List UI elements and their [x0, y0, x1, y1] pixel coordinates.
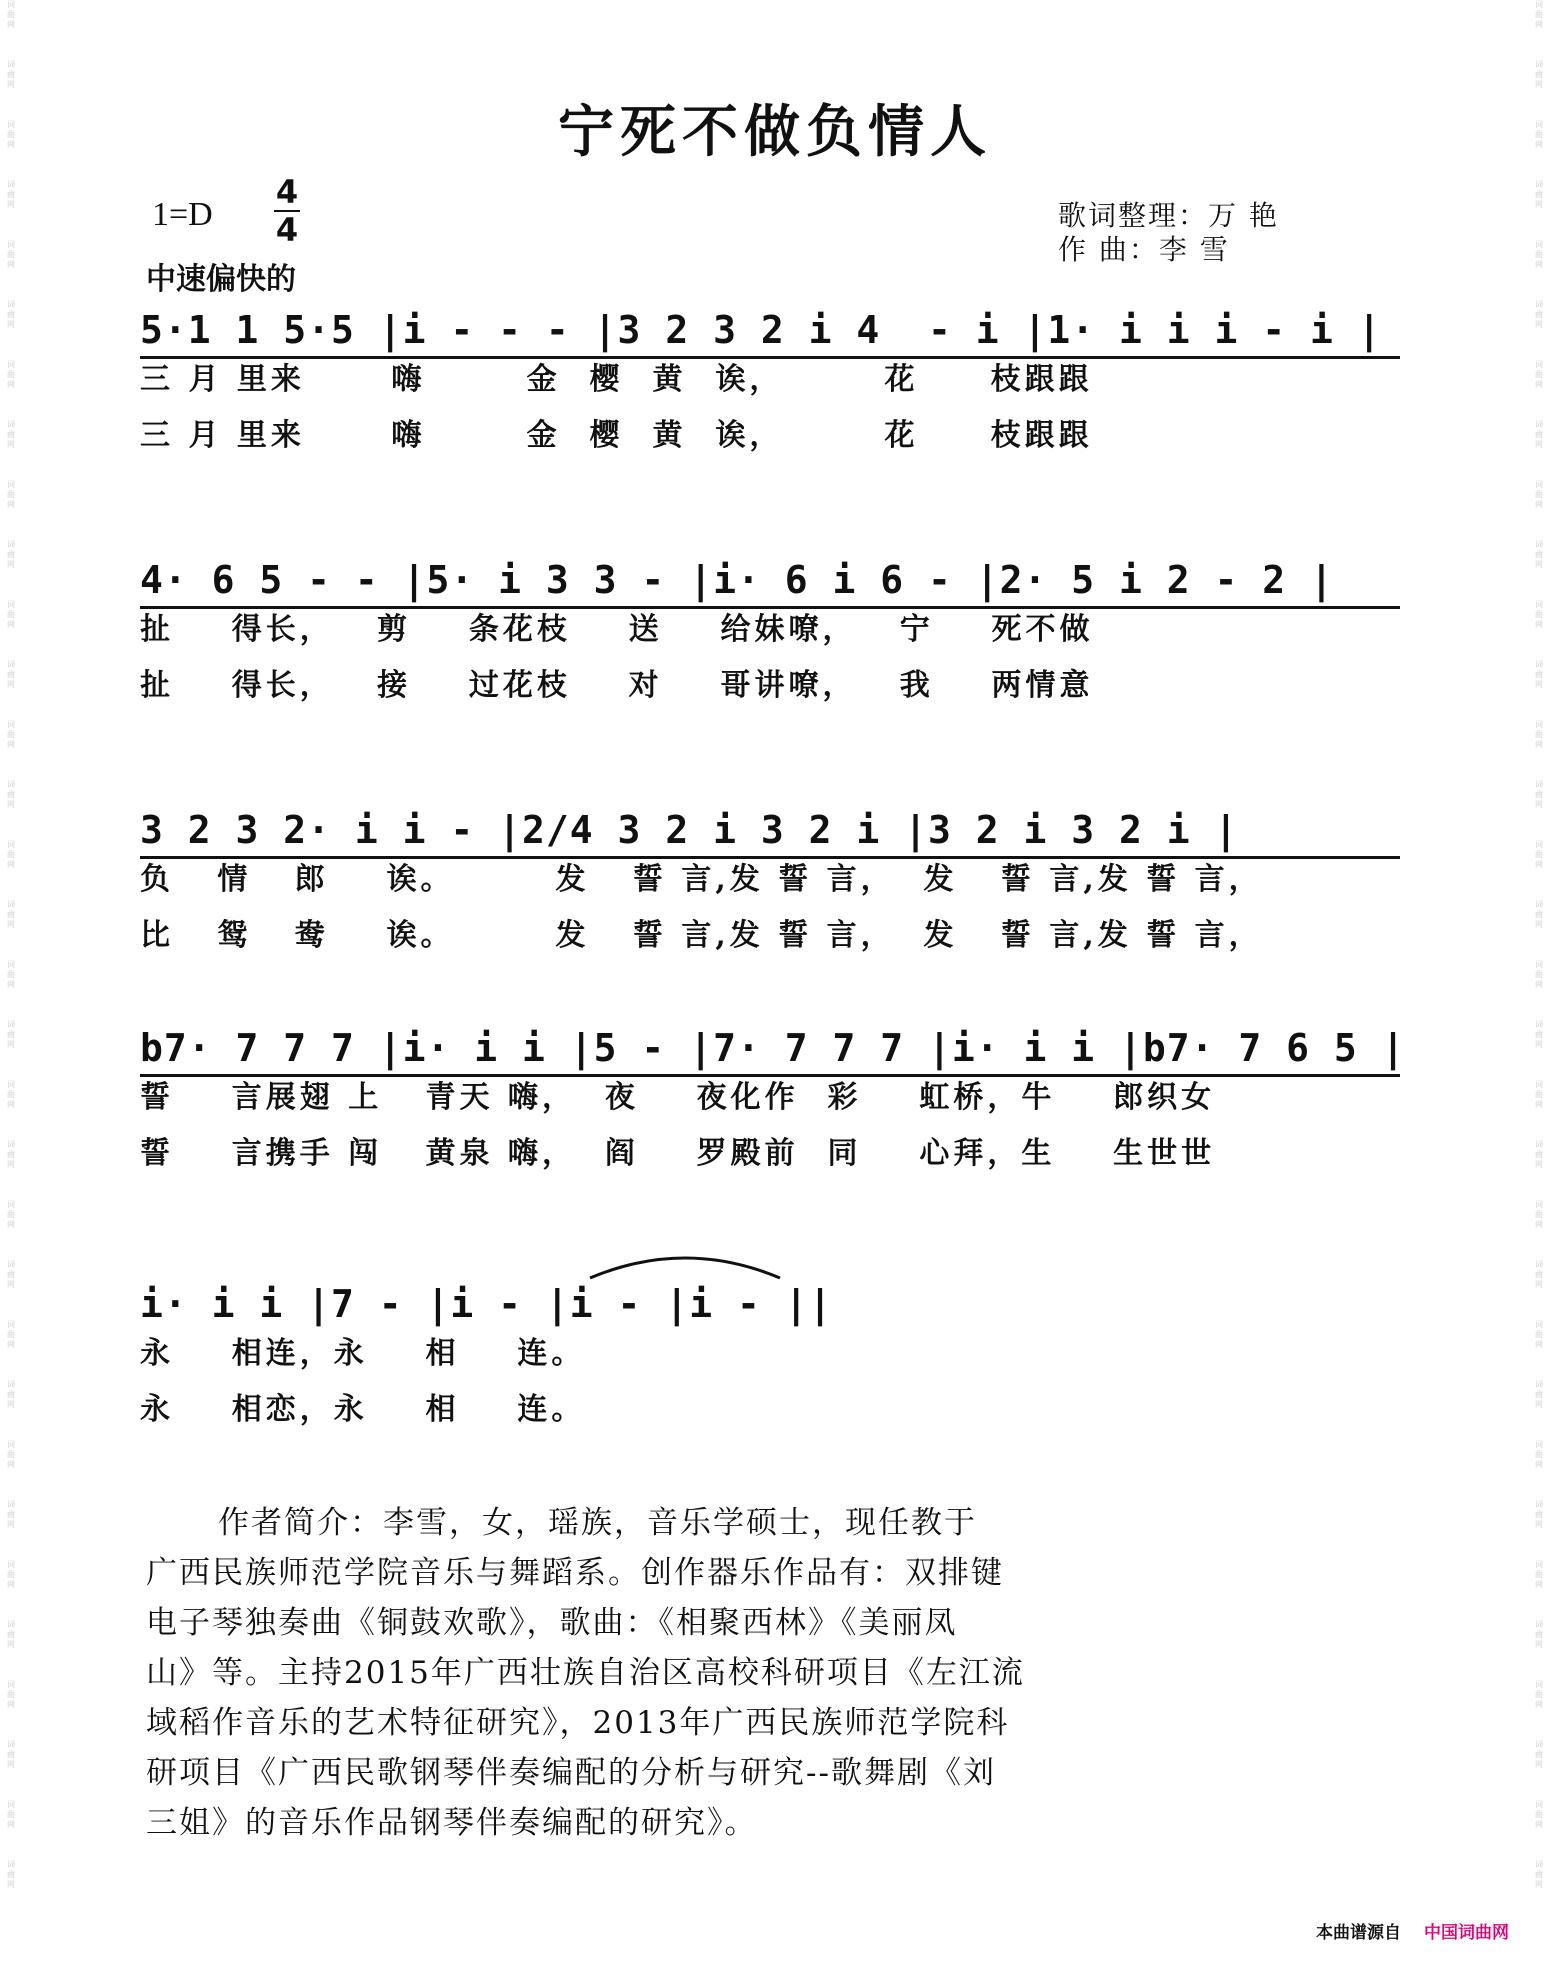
bio-line: 域稻作音乐的艺术特征研究》，2013年广西民族师范学院科	[146, 1705, 1010, 1741]
tempo-marking: 中速偏快的	[146, 262, 296, 297]
footer-source-label: 本曲谱源自	[1316, 1923, 1401, 1943]
footer-site-link[interactable]: 中国词曲网	[1424, 1923, 1509, 1943]
watermark-mark: 词 曲 网	[1535, 1260, 1543, 1289]
watermark-mark: 词 曲 网	[7, 660, 15, 689]
watermark-mark: 词 曲 网	[7, 300, 15, 329]
watermark-mark: 词 曲 网	[7, 780, 15, 809]
watermark-mark: 词 曲 网	[1535, 1380, 1543, 1409]
watermark-mark: 词 曲 网	[1535, 300, 1543, 329]
author-bio	[146, 1498, 1036, 1848]
watermark-mark: 词 曲 网	[1535, 660, 1543, 689]
time-numerator: 4	[275, 173, 299, 211]
watermark-strip-right	[1528, 0, 1550, 1964]
lyric-verse-2: 三 月 里来 嗨 金 樱 黄 诶， 花 枝跟跟	[140, 418, 1093, 453]
watermark-mark: 词 曲 网	[1535, 360, 1543, 389]
watermark-mark: 词 曲 网	[7, 1800, 15, 1829]
notation-line: 3 2 3 2· i i - |2/4 3 2 i 3 2 i |3 2 i 3 2 i |	[140, 808, 1239, 852]
watermark-mark: 词 曲 网	[7, 1740, 15, 1769]
notation-line: b7· 7 7 7 |i· i i |5 - |7· 7 7 7 |i· i i |b7· 7 6 5 |	[140, 1026, 1406, 1070]
lyric-verse-1: 负 情 郎 诶。 发 誓 言,发 誓 言， 发 誓 言,发 誓 言，	[140, 862, 1263, 897]
watermark-mark: 词 曲 网	[7, 1440, 15, 1469]
watermark-mark: 词 曲 网	[1535, 1560, 1543, 1589]
watermark-mark: 词 曲 网	[7, 1020, 15, 1049]
watermark-mark: 词 曲 网	[1535, 1440, 1543, 1469]
lyrics-credit: 歌词整理：万 艳	[1058, 199, 1279, 232]
watermark-mark: 词 曲 网	[7, 480, 15, 509]
watermark-mark: 词 曲 网	[7, 1860, 15, 1889]
watermark-mark: 词 曲 网	[1535, 600, 1543, 629]
watermark-mark: 词 曲 网	[1535, 1740, 1543, 1769]
watermark-mark: 词 曲 网	[1535, 1500, 1543, 1529]
watermark-mark: 词 曲 网	[1535, 960, 1543, 989]
lyric-verse-1: 永 相连，永 相 连。	[140, 1336, 586, 1371]
watermark-mark: 词 曲 网	[1535, 1020, 1543, 1049]
watermark-mark: 词 曲 网	[7, 600, 15, 629]
watermark-mark: 词 曲 网	[7, 1560, 15, 1589]
watermark-mark: 词 曲 网	[1535, 900, 1543, 929]
bio-line: 作者简介：李雪，女，瑶族，音乐学硕士，现任教于	[218, 1505, 977, 1541]
watermark-mark: 词 曲 网	[7, 720, 15, 749]
watermark-mark: 词 曲 网	[1535, 1200, 1543, 1229]
watermark-mark: 词 曲 网	[7, 1260, 15, 1289]
watermark-mark: 词 曲 网	[1535, 180, 1543, 209]
watermark-mark: 词 曲 网	[7, 360, 15, 389]
notation-line: 5·1 1 5·5 |i - - - |3 2 3 2 i 4 - i |1· i i i - i |	[140, 308, 1382, 352]
bio-line: 电子琴独奏曲《铜鼓欢歌》，歌曲：《相聚西林》《美丽凤	[146, 1605, 958, 1641]
time-denominator: 4	[275, 211, 299, 249]
watermark-mark: 词 曲 网	[1535, 1320, 1543, 1349]
watermark-mark: 词 曲 网	[7, 0, 15, 29]
watermark-mark: 词 曲 网	[7, 1140, 15, 1169]
bio-line: 研项目《广西民歌钢琴伴奏编配的分析与研究--歌舞剧《刘	[146, 1755, 996, 1791]
watermark-mark: 词 曲 网	[1535, 1800, 1543, 1829]
time-signature	[272, 174, 302, 248]
watermark-mark: 词 曲 网	[7, 1080, 15, 1109]
watermark-mark: 词 曲 网	[1535, 1620, 1543, 1649]
lyric-verse-1: 三 月 里来 嗨 金 樱 黄 诶， 花 枝跟跟	[140, 362, 1093, 397]
watermark-mark: 词 曲 网	[1535, 60, 1543, 89]
watermark-mark: 词 曲 网	[1535, 0, 1543, 29]
watermark-mark: 词 曲 网	[1535, 1140, 1543, 1169]
watermark-mark: 词 曲 网	[1535, 840, 1543, 869]
lyric-verse-1: 誓 言展翅 上 青天 嗨， 夜 夜化作 彩 虹桥，牛 郎织女	[140, 1080, 1216, 1115]
watermark-mark: 词 曲 网	[7, 180, 15, 209]
watermark-mark: 词 曲 网	[7, 120, 15, 149]
lyric-verse-1: 扯 得长， 剪 条花枝 送 给妹嘹， 宁 死不做	[140, 612, 1094, 647]
lyric-verse-2: 誓 言携手 闯 黄泉 嗨， 阎 罗殿前 同 心拜，生 生世世	[140, 1136, 1216, 1171]
music-credit: 作 曲：李 雪	[1058, 233, 1230, 266]
watermark-mark: 词 曲 网	[1535, 1680, 1543, 1709]
watermark-mark: 词 曲 网	[7, 1680, 15, 1709]
notation-line: 4· 6 5 - - |5· i 3 3 - |i· 6 i 6 - |2· 5 i 2 - 2 |	[140, 558, 1334, 602]
watermark-mark: 词 曲 网	[7, 60, 15, 89]
watermark-mark: 词 曲 网	[7, 1320, 15, 1349]
watermark-mark: 词 曲 网	[7, 1620, 15, 1649]
watermark-mark: 词 曲 网	[1535, 540, 1543, 569]
watermark-mark: 词 曲 网	[1535, 480, 1543, 509]
notation-line: i· i i |7 - |i - |i - |i - ||	[140, 1282, 833, 1326]
bio-line: 三姐》的音乐作品钢琴伴奏编配的研究》。	[146, 1805, 758, 1841]
watermark-mark: 词 曲 网	[7, 900, 15, 929]
lyric-verse-2: 比 鸳 鸯 诶。 发 誓 言,发 誓 言， 发 誓 言,发 誓 言，	[140, 918, 1263, 953]
watermark-mark: 词 曲 网	[7, 540, 15, 569]
song-title: 宁死不做负情人	[558, 99, 992, 165]
bio-line: 广西民族师范学院音乐与舞蹈系。创作器乐作品有：双排键	[146, 1555, 1004, 1591]
lyric-verse-2: 扯 得长， 接 过花枝 对 哥讲嘹， 我 两情意	[140, 668, 1094, 703]
watermark-mark: 词 曲 网	[7, 1500, 15, 1529]
watermark-mark: 词 曲 网	[1535, 780, 1543, 809]
watermark-mark: 词 曲 网	[7, 240, 15, 269]
watermark-mark: 词 曲 网	[7, 840, 15, 869]
lyric-verse-2: 永 相恋，永 相 连。	[140, 1392, 586, 1427]
watermark-mark: 词 曲 网	[7, 420, 15, 449]
watermark-mark: 词 曲 网	[7, 960, 15, 989]
watermark-mark: 词 曲 网	[1535, 720, 1543, 749]
watermark-mark: 词 曲 网	[1535, 420, 1543, 449]
watermark-mark: 词 曲 网	[1535, 1860, 1543, 1889]
key-signature: 1=D	[152, 196, 213, 233]
bio-line: 山》等。主持2015年广西壮族自治区高校科研项目《左江流	[146, 1655, 1025, 1691]
watermark-mark: 词 曲 网	[7, 1200, 15, 1229]
watermark-mark: 词 曲 网	[7, 1380, 15, 1409]
watermark-mark: 词 曲 网	[1535, 1080, 1543, 1109]
watermark-strip-left	[0, 0, 22, 1964]
watermark-mark: 词 曲 网	[1535, 120, 1543, 149]
watermark-mark: 词 曲 网	[1535, 240, 1543, 269]
